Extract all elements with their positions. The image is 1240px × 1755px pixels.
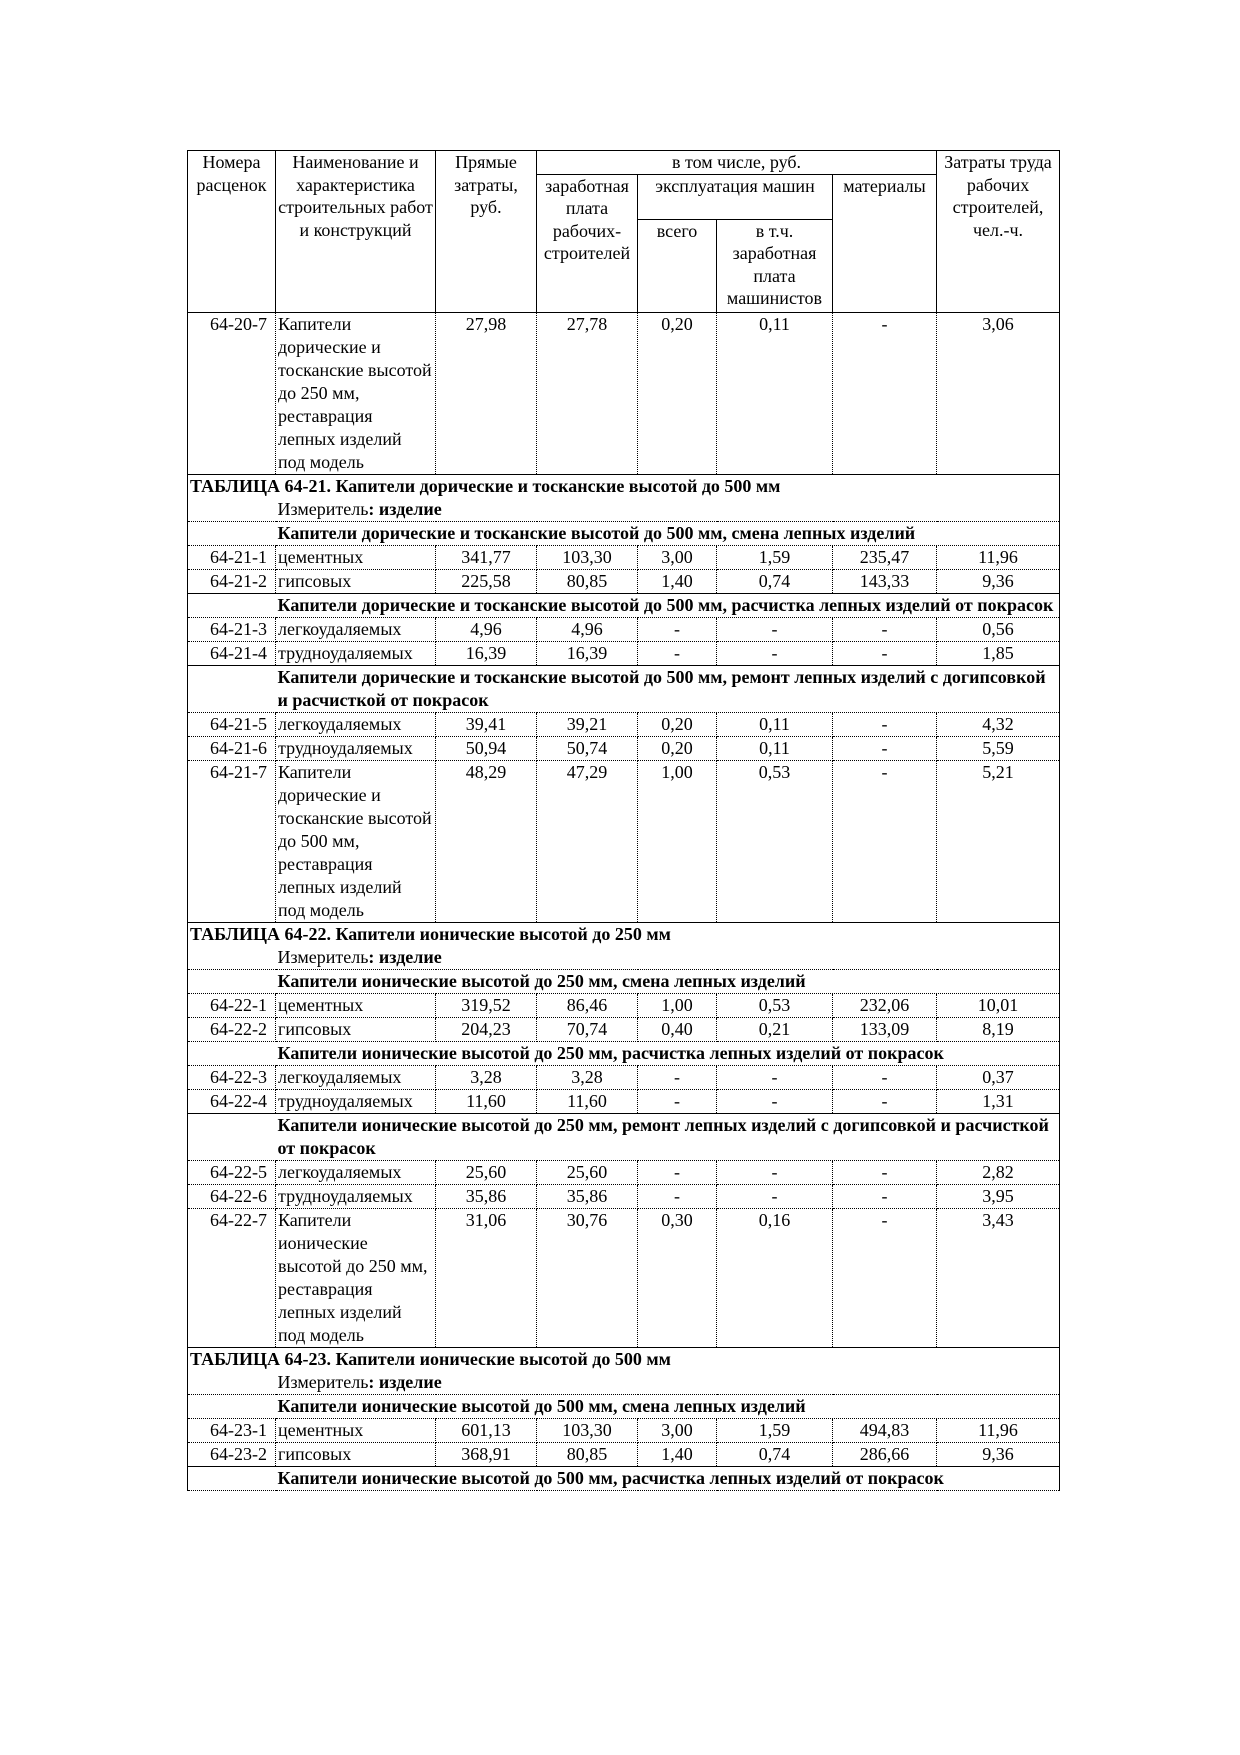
work-name: гипсовых [276, 1442, 436, 1466]
table-row [188, 312, 1060, 474]
labor-cost: 8,19 [937, 1017, 1060, 1041]
work-name: трудноудаляемых [276, 641, 436, 665]
measure-spacer [188, 946, 276, 970]
rate-code: 64-21-1 [188, 545, 276, 569]
worker-wage: 35,86 [537, 1184, 638, 1208]
table-row [188, 1160, 1060, 1184]
materials: - [833, 1160, 937, 1184]
machine-total: - [638, 617, 717, 641]
header-work-name: Наименование и характеристика строительных работ и конструкций [276, 151, 436, 313]
header-machine-operation: эксплуатация машин [638, 174, 833, 219]
rate-code: 64-22-1 [188, 993, 276, 1017]
table-row [188, 1442, 1060, 1466]
work-name: цементных [276, 545, 436, 569]
measure-row [188, 498, 1060, 522]
table-section-title [188, 1347, 1060, 1371]
machine-total: - [638, 641, 717, 665]
materials: - [833, 312, 937, 474]
machinist-wage: 0,74 [717, 1442, 833, 1466]
measure-label: Измеритель [277, 1371, 369, 1392]
direct-costs: 341,77 [436, 545, 537, 569]
group-heading-row [188, 593, 1060, 617]
materials: 143,33 [833, 569, 937, 593]
direct-costs: 16,39 [436, 641, 537, 665]
measure-value: : изделие [368, 946, 442, 967]
work-name: цементных [276, 1418, 436, 1442]
group-spacer [188, 969, 276, 993]
direct-costs: 204,23 [436, 1017, 537, 1041]
direct-costs: 319,52 [436, 993, 537, 1017]
worker-wage: 30,76 [537, 1208, 638, 1347]
machine-total: - [638, 1160, 717, 1184]
group-heading: Капители дорические и тосканские высотой до 500 мм, смена лепных изделий [276, 521, 1060, 545]
rate-code: 64-22-3 [188, 1065, 276, 1089]
work-name: Капители дорические и тосканские высотой до 500 мм, реставрация лепных изделий под модель [276, 760, 436, 922]
labor-cost: 5,21 [937, 760, 1060, 922]
direct-costs: 35,86 [436, 1184, 537, 1208]
group-heading: Капители ионические высотой до 250 мм, расчистка лепных изделий от покрасок [276, 1041, 1060, 1065]
group-heading: Капители ионические высотой до 500 мм, смена лепных изделий [276, 1394, 1060, 1418]
materials: 133,09 [833, 1017, 937, 1041]
table-row [188, 993, 1060, 1017]
header-labor: Затраты труда рабочих строителей, чел.-ч. [937, 151, 1060, 313]
table-row [188, 1065, 1060, 1089]
section-title: ТАБЛИЦА 64-23. Капители ионические высотой до 500 мм [188, 1347, 1060, 1371]
table-row [188, 569, 1060, 593]
labor-cost: 1,31 [937, 1089, 1060, 1113]
measure-spacer [188, 498, 276, 522]
rate-code: 64-21-6 [188, 736, 276, 760]
table-section-title [188, 474, 1060, 498]
group-heading-row [188, 665, 1060, 712]
materials: - [833, 1208, 937, 1347]
labor-cost: 3,06 [937, 312, 1060, 474]
table-body [188, 312, 1060, 1490]
worker-wage: 80,85 [537, 1442, 638, 1466]
group-heading: Капители ионические высотой до 250 мм, смена лепных изделий [276, 969, 1060, 993]
machine-total: - [638, 1089, 717, 1113]
machine-total: 1,00 [638, 993, 717, 1017]
materials: - [833, 712, 937, 736]
worker-wage: 25,60 [537, 1160, 638, 1184]
direct-costs: 368,91 [436, 1442, 537, 1466]
machine-total: 3,00 [638, 1418, 717, 1442]
rate-code: 64-20-7 [188, 312, 276, 474]
work-name: Капители дорические и тосканские высотой до 250 мм, реставрация лепных изделий под модель [276, 312, 436, 474]
rate-code: 64-22-7 [188, 1208, 276, 1347]
materials: - [833, 1065, 937, 1089]
group-spacer [188, 1041, 276, 1065]
group-heading-row [188, 1466, 1060, 1490]
worker-wage: 103,30 [537, 1418, 638, 1442]
group-heading-row [188, 521, 1060, 545]
materials: - [833, 1184, 937, 1208]
measure-label: Измеритель [277, 946, 369, 967]
machinist-wage: 1,59 [717, 545, 833, 569]
labor-cost: 1,85 [937, 641, 1060, 665]
machinist-wage: 0,74 [717, 569, 833, 593]
work-name: трудноудаляемых [276, 736, 436, 760]
machine-total: - [638, 1184, 717, 1208]
machinist-wage: 1,59 [717, 1418, 833, 1442]
measure-row [188, 1371, 1060, 1395]
measure-value: : изделие [368, 1371, 442, 1392]
group-heading-row [188, 969, 1060, 993]
machinist-wage: 0,11 [717, 712, 833, 736]
direct-costs: 11,60 [436, 1089, 537, 1113]
rate-code: 64-21-7 [188, 760, 276, 922]
group-spacer [188, 521, 276, 545]
machinist-wage: - [717, 1160, 833, 1184]
machinist-wage: 0,21 [717, 1017, 833, 1041]
labor-cost: 4,32 [937, 712, 1060, 736]
direct-costs: 4,96 [436, 617, 537, 641]
worker-wage: 11,60 [537, 1089, 638, 1113]
rate-code: 64-22-6 [188, 1184, 276, 1208]
table-row [188, 545, 1060, 569]
work-name: гипсовых [276, 1017, 436, 1041]
labor-cost: 10,01 [937, 993, 1060, 1017]
machine-total: 1,40 [638, 1442, 717, 1466]
work-name: гипсовых [276, 569, 436, 593]
machine-total: 1,40 [638, 569, 717, 593]
table-row [188, 617, 1060, 641]
rate-code: 64-23-1 [188, 1418, 276, 1442]
header-direct-costs: Прямые затраты, руб. [436, 151, 537, 313]
rate-table [187, 150, 1060, 1491]
work-name: легкоудаляемых [276, 1160, 436, 1184]
direct-costs: 25,60 [436, 1160, 537, 1184]
header-machinist-wage: в т.ч. заработная плата машинистов [717, 219, 833, 312]
measure-label: Измеритель [277, 498, 369, 519]
rate-code: 64-22-5 [188, 1160, 276, 1184]
rate-code: 64-21-5 [188, 712, 276, 736]
worker-wage: 16,39 [537, 641, 638, 665]
work-name: цементных [276, 993, 436, 1017]
group-heading-row [188, 1041, 1060, 1065]
table-header [188, 151, 1060, 313]
machinist-wage: 0,11 [717, 312, 833, 474]
group-heading: Капители дорические и тосканские высотой до 500 мм, расчистка лепных изделий от покрасок [276, 593, 1060, 617]
machine-total: 0,40 [638, 1017, 717, 1041]
worker-wage: 70,74 [537, 1017, 638, 1041]
machine-total: 0,20 [638, 312, 717, 474]
machinist-wage: - [717, 1065, 833, 1089]
group-spacer [188, 1466, 276, 1490]
table-row [188, 1208, 1060, 1347]
machinist-wage: - [717, 1089, 833, 1113]
materials: - [833, 1089, 937, 1113]
direct-costs: 3,28 [436, 1065, 537, 1089]
measure-value: : изделие [368, 498, 442, 519]
worker-wage: 47,29 [537, 760, 638, 922]
machinist-wage: 0,53 [717, 993, 833, 1017]
rate-code: 64-22-4 [188, 1089, 276, 1113]
worker-wage: 80,85 [537, 569, 638, 593]
materials: - [833, 760, 937, 922]
machinist-wage: 0,11 [717, 736, 833, 760]
table-row [188, 641, 1060, 665]
labor-cost: 3,95 [937, 1184, 1060, 1208]
rate-code: 64-23-2 [188, 1442, 276, 1466]
work-name: трудноудаляемых [276, 1089, 436, 1113]
section-title: ТАБЛИЦА 64-22. Капители ионические высотой до 250 мм [188, 922, 1060, 946]
machine-total: 0,20 [638, 712, 717, 736]
measure-unit [276, 498, 1060, 522]
labor-cost: 11,96 [937, 545, 1060, 569]
machinist-wage: - [717, 641, 833, 665]
materials: 286,66 [833, 1442, 937, 1466]
direct-costs: 31,06 [436, 1208, 537, 1347]
group-heading-row [188, 1113, 1060, 1160]
group-spacer [188, 665, 276, 712]
labor-cost: 2,82 [937, 1160, 1060, 1184]
machine-total: 3,00 [638, 545, 717, 569]
materials: - [833, 736, 937, 760]
table-row [188, 1184, 1060, 1208]
measure-unit [276, 1371, 1060, 1395]
machine-total: 0,20 [638, 736, 717, 760]
work-name: легкоудаляемых [276, 1065, 436, 1089]
header-wage: заработная плата рабочих-строителей [537, 174, 638, 312]
header-machine-total: всего [638, 219, 717, 312]
worker-wage: 103,30 [537, 545, 638, 569]
header-including: в том числе, руб. [537, 151, 937, 175]
group-spacer [188, 1113, 276, 1160]
rate-table-page [187, 150, 1059, 1491]
group-spacer [188, 593, 276, 617]
worker-wage: 50,74 [537, 736, 638, 760]
worker-wage: 27,78 [537, 312, 638, 474]
materials: 494,83 [833, 1418, 937, 1442]
measure-unit [276, 946, 1060, 970]
group-heading: Капители ионические высотой до 250 мм, ремонт лепных изделий с догипсовкой и расчисткой от покрасок [276, 1113, 1060, 1160]
rate-code: 64-21-2 [188, 569, 276, 593]
labor-cost: 11,96 [937, 1418, 1060, 1442]
table-row [188, 1017, 1060, 1041]
group-heading: Капители ионические высотой до 500 мм, расчистка лепных изделий от покрасок [276, 1466, 1060, 1490]
work-name: легкоудаляемых [276, 617, 436, 641]
direct-costs: 48,29 [436, 760, 537, 922]
machine-total: 1,00 [638, 760, 717, 922]
worker-wage: 39,21 [537, 712, 638, 736]
materials: 232,06 [833, 993, 937, 1017]
materials: - [833, 641, 937, 665]
direct-costs: 225,58 [436, 569, 537, 593]
worker-wage: 3,28 [537, 1065, 638, 1089]
rate-code: 64-22-2 [188, 1017, 276, 1041]
section-title: ТАБЛИЦА 64-21. Капители дорические и тосканские высотой до 500 мм [188, 474, 1060, 498]
table-section-title [188, 922, 1060, 946]
group-heading-row [188, 1394, 1060, 1418]
direct-costs: 39,41 [436, 712, 537, 736]
machine-total: - [638, 1065, 717, 1089]
direct-costs: 27,98 [436, 312, 537, 474]
labor-cost: 9,36 [937, 1442, 1060, 1466]
group-spacer [188, 1394, 276, 1418]
machinist-wage: - [717, 617, 833, 641]
work-name: легкоудаляемых [276, 712, 436, 736]
rate-code: 64-21-4 [188, 641, 276, 665]
labor-cost: 3,43 [937, 1208, 1060, 1347]
rate-code: 64-21-3 [188, 617, 276, 641]
measure-row [188, 946, 1060, 970]
direct-costs: 50,94 [436, 736, 537, 760]
group-heading: Капители дорические и тосканские высотой до 500 мм, ремонт лепных изделий с догипсовкой и расчисткой от покрасок [276, 665, 1060, 712]
work-name: Капители ионические высотой до 250 мм, реставрация лепных изделий под модель [276, 1208, 436, 1347]
machinist-wage: 0,53 [717, 760, 833, 922]
materials: 235,47 [833, 545, 937, 569]
work-name: трудноудаляемых [276, 1184, 436, 1208]
table-row [188, 1089, 1060, 1113]
measure-spacer [188, 1371, 276, 1395]
worker-wage: 86,46 [537, 993, 638, 1017]
machinist-wage: 0,16 [717, 1208, 833, 1347]
worker-wage: 4,96 [537, 617, 638, 641]
header-materials: материалы [833, 174, 937, 312]
labor-cost: 0,37 [937, 1065, 1060, 1089]
table-row [188, 712, 1060, 736]
labor-cost: 9,36 [937, 569, 1060, 593]
table-row [188, 1418, 1060, 1442]
materials: - [833, 617, 937, 641]
table-row [188, 760, 1060, 922]
machine-total: 0,30 [638, 1208, 717, 1347]
labor-cost: 5,59 [937, 736, 1060, 760]
machinist-wage: - [717, 1184, 833, 1208]
direct-costs: 601,13 [436, 1418, 537, 1442]
header-codes: Номера расценок [188, 151, 276, 313]
labor-cost: 0,56 [937, 617, 1060, 641]
table-row [188, 736, 1060, 760]
